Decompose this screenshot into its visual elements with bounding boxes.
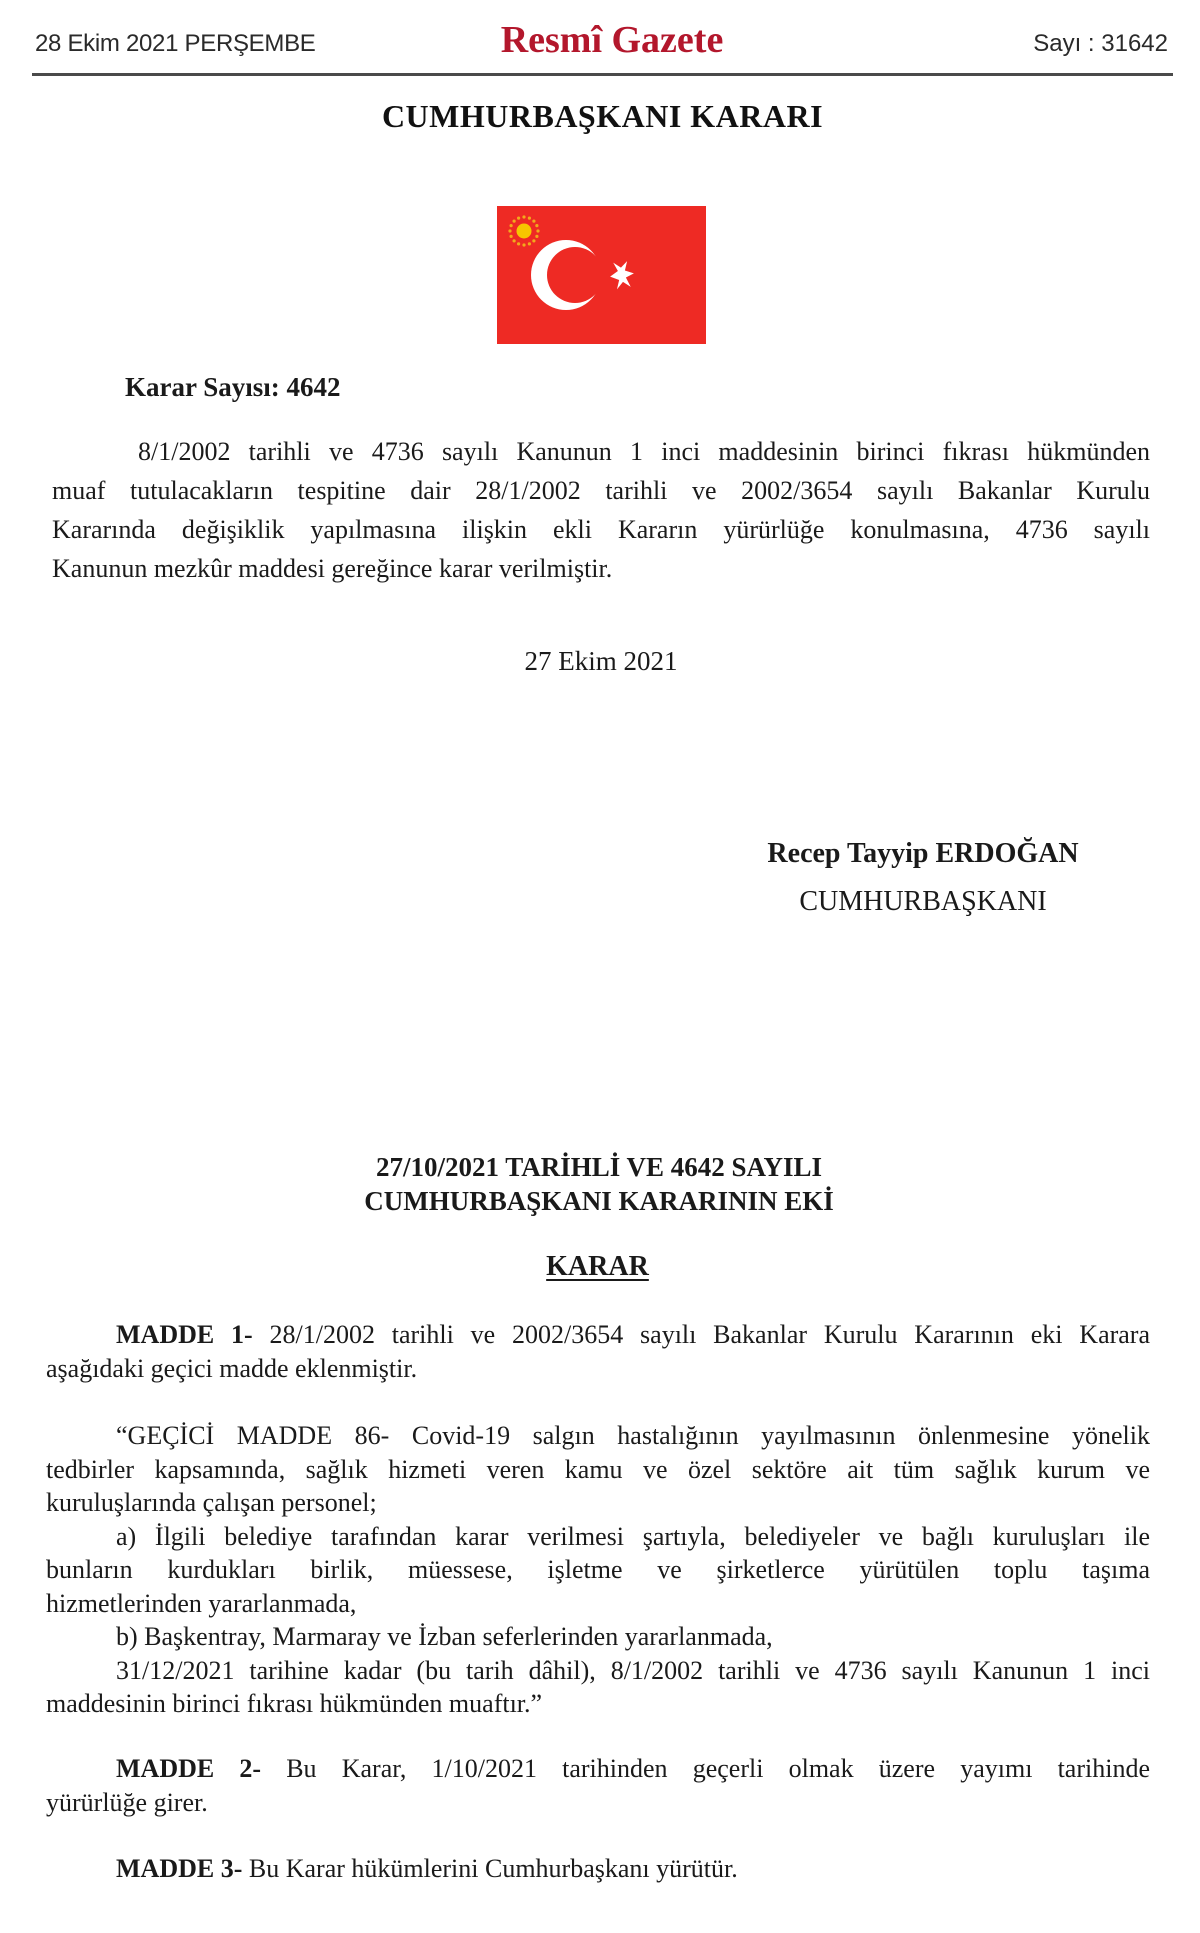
turkish-presidential-flag-icon — [497, 206, 706, 344]
provisional-article-86: “GEÇİCİ MADDE 86- Covid-19 salgın hastalığının yayılmasının önlenmesine yönelik tedbirler kapsamında, sağlık hizmeti veren kamu ve özel sektöre ait tüm sağlık kurum ve kuruluşlarında çalışan personel; a) İlgili belediye tarafından karar verilmesi şartıyla, belediyeler ve bağlı kuruluşları ile bunların kurdukları birlik, müessese, işletme ve şirketlerce yürütülen toplu taşıma hizmetlerinden yararlanmada, b) Başkentray, Marmaray ve İzban seferlerinden yararlanmada, 31/12/2021 tarihine kadar (bu tarih dâhil), 8/1/2002 tarihli ve 4736 sayılı Kanunun 1 inci maddesinin birinci fıkrası hükmünden muaftır.” — [46, 1421, 1150, 1718]
annex-heading — [0, 1150, 1200, 1218]
article-label: MADDE 3- — [116, 1854, 243, 1883]
header-divider — [32, 73, 1173, 76]
preamble-line: muaf tutulacakların tespitine dair 28/1/2002 tarihli ve 2002/3654 sayılı Bakanlar Kurulu — [52, 476, 1150, 505]
gazette-masthead — [0, 18, 1200, 62]
article-label: MADDE 2- — [116, 1754, 262, 1783]
annex-subheading: KARAR — [546, 1251, 649, 1282]
article-2: MADDE 2- Bu Karar, 1/10/2021 tarihinden geçerli olmak üzere yayımı tarihinde yürürlüğe girer. — [46, 1754, 1150, 1817]
article-label: MADDE 1- — [116, 1320, 253, 1349]
preamble-line: Kanunun mezkûr maddesi gereğince karar verilmiştir. — [52, 554, 613, 583]
preamble-paragraph — [52, 432, 1150, 588]
clause-b: b) Başkentray, Marmaray ve İzban seferlerinden yararlanmada, — [116, 1622, 773, 1651]
decision-date: 27 Ekim 2021 — [524, 646, 678, 676]
signatory-title: CUMHURBAŞKANI — [799, 886, 1047, 917]
article-1: MADDE 1- 28/1/2002 tarihli ve 2002/3654 sayılı Bakanlar Kurulu Kararının eki Karara aşağıdaki geçici madde eklenmiştir. — [46, 1320, 1151, 1383]
clause-a: a) İlgili belediye tarafından karar verilmesi şartıyla, belediyeler ve bağlı kuruluşları ile — [116, 1521, 1150, 1551]
document-title — [0, 98, 1200, 135]
document-title-text: CUMHURBAŞKANI KARARI — [381, 98, 824, 134]
gazette-date: 28 Ekim 2021 PERŞEMBE — [35, 30, 316, 57]
preamble-line: Kararında değişiklik yapılmasına ilişkin ekli Kararın yürürlüğe konulmasına, 4736 sayılı — [52, 515, 1150, 544]
annex-heading-line: CUMHURBAŞKANI KARARININ EKİ — [364, 1186, 834, 1216]
preamble-line: 8/1/2002 tarihli ve 4736 sayılı Kanunun 1 inci maddesinin birinci fıkrası hükmünden — [138, 437, 1150, 466]
article-3: MADDE 3- Bu Karar hükümlerini Cumhurbaşkanı yürütür. — [116, 1854, 738, 1883]
annex-heading-line: 27/10/2021 TARİHLİ VE 4642 SAYILI — [375, 1152, 823, 1182]
signatory-name: Recep Tayyip ERDOĞAN — [767, 838, 1079, 869]
gazette-name: Resmî Gazete — [500, 19, 724, 61]
decision-number: Karar Sayısı: 4642 — [125, 372, 341, 402]
gazette-issue-number: Sayı : 31642 — [1033, 30, 1168, 57]
